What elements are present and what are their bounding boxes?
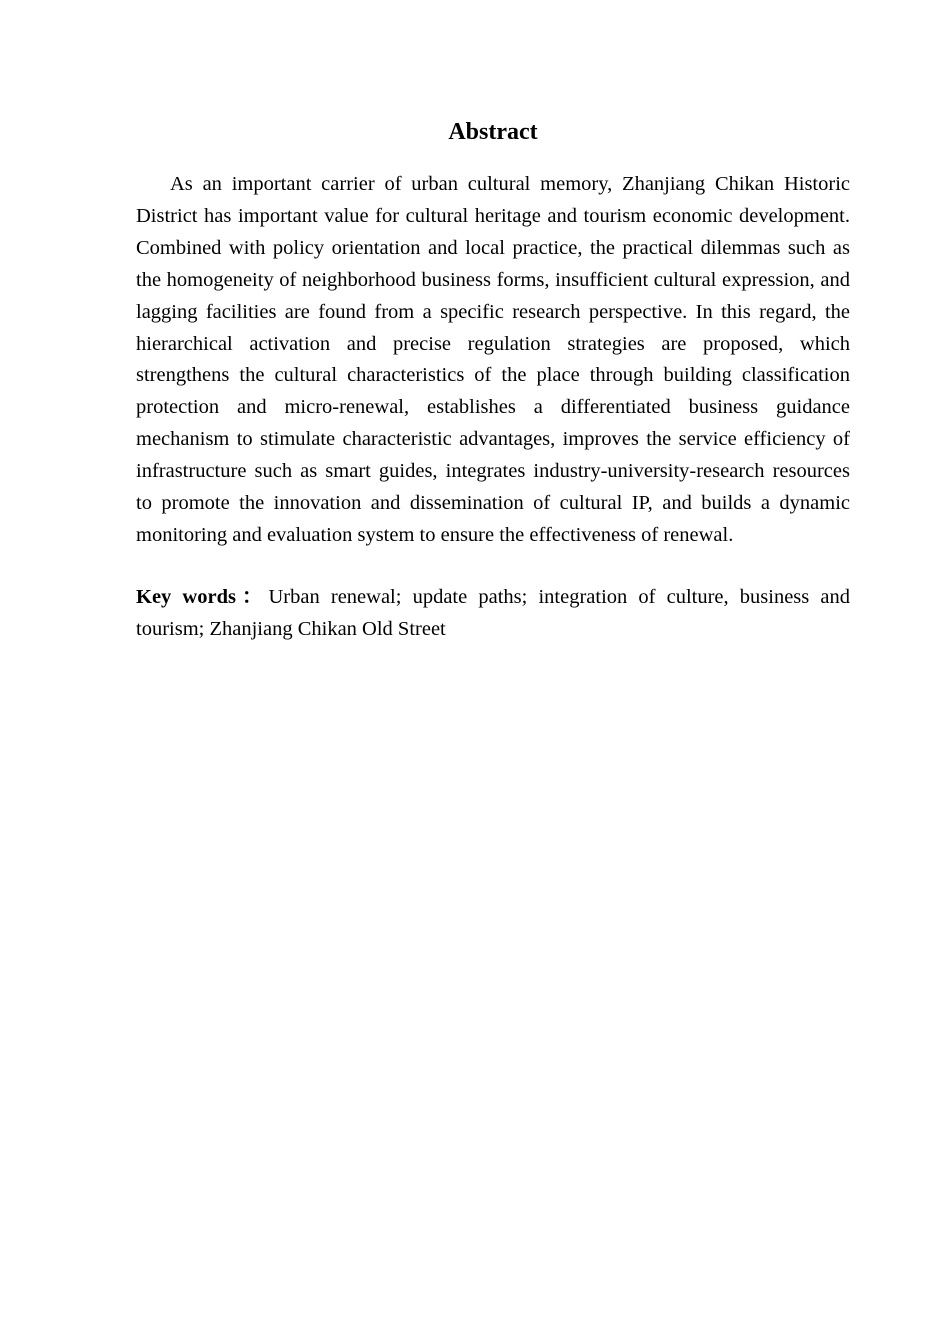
document-page: [136, 112, 850, 646]
abstract-body: As an important carrier of urban cultural memory, Zhanjiang Chikan Historic District has important value for cultural heritage and tourism economic development. Combined with policy orientation and local practice, the practical dilemmas such as the homogeneity of neighborhood business forms, insufficient cultural expression, and lagging facilities are found from a specific research perspective. In this regard, the hierarchical activation and precise regulation strategies are proposed, which strengthens the cultural characteristics of the place through building classification protection and micro-renewal, establishes a differentiated business guidance mechanism to stimulate characteristic advantages, improves the service efficiency of infrastructure such as smart guides, integrates industry-university-research resources to promote the innovation and dissemination of cultural IP, and builds a dynamic monitoring and evaluation system to ensure the effectiveness of renewal.: [136, 173, 850, 546]
keywords-paragraph: [136, 582, 850, 646]
keywords-text: Urban renewal; update paths; integration of culture, business and tourism; Zhanjiang Chikan Old Street: [136, 585, 851, 640]
abstract-title: Abstract: [448, 119, 538, 145]
keywords-label: Key words：: [136, 585, 269, 608]
